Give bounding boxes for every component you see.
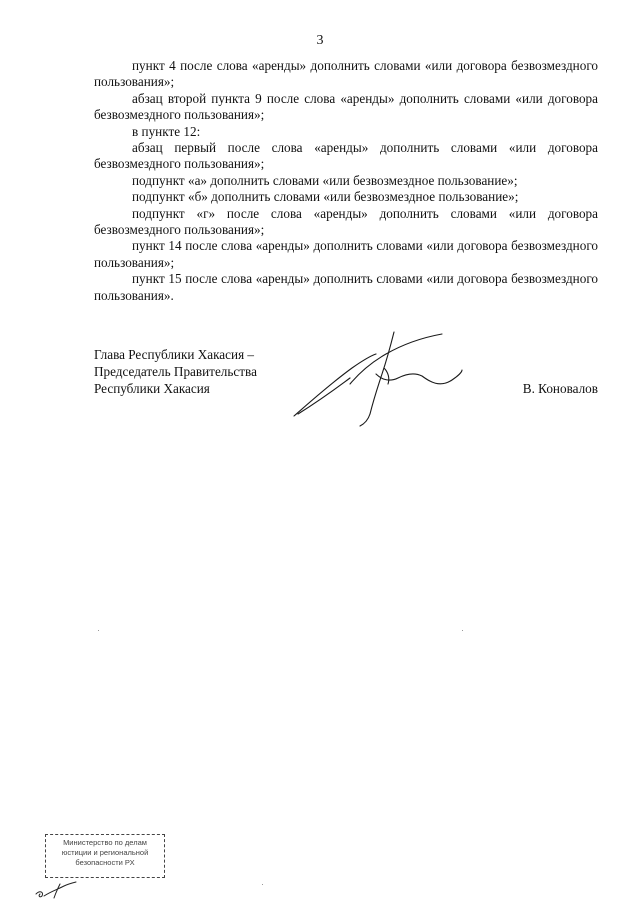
signer-name: В. Коновалов: [522, 381, 598, 396]
signer-title-line-3: Республики Хакасия: [94, 381, 210, 396]
document-body: [94, 58, 598, 304]
paragraph-6: подпункт «б» дополнить словами «или безвозмездное пользование»;: [132, 189, 519, 205]
paragraph-2: абзац второй пункта 9 после слова «аренды» дополнить словами «или договора безвозмездного пользования»;: [94, 90, 598, 123]
registration-stamp: [45, 834, 165, 878]
scan-speck: [262, 884, 263, 885]
signer-title-line-1: Глава Республики Хакасия –: [94, 347, 255, 362]
page-number: 3: [316, 33, 324, 48]
handwritten-initials: [34, 880, 78, 902]
paragraph-3: в пункте 12:: [132, 123, 201, 139]
stamp-line-2: юстиции и региональной: [61, 848, 149, 857]
scan-speck: [98, 630, 99, 631]
stamp-line-1: Министерство по делам: [63, 838, 147, 847]
paragraph-7: подпункт «г» после слова «аренды» дополнить словами «или договора безвозмездного пользования»;: [94, 205, 598, 238]
stamp-line-3: безопасности РХ: [75, 858, 135, 867]
paragraph-1: пункт 4 после слова «аренды» дополнить словами «или договора безвозмездного пользования»;: [94, 58, 598, 90]
scan-speck: [462, 630, 463, 631]
paragraph-9: пункт 15 после слова «аренды» дополнить словами «или договора безвозмездного пользования».: [94, 271, 598, 303]
handwritten-signature: [290, 328, 470, 428]
signer-title: [94, 346, 257, 397]
paragraph-5: подпункт «а» дополнить словами «или безвозмездное пользование»;: [132, 172, 518, 188]
paragraph-8: пункт 14 после слова «аренды» дополнить словами «или договора безвозмездного пользования»;: [94, 238, 598, 270]
signer-title-line-2: Председатель Правительства: [94, 364, 257, 379]
paragraph-4: абзац первый после слова «аренды» дополнить словами «или договора безвозмездного пользования»;: [94, 140, 598, 172]
